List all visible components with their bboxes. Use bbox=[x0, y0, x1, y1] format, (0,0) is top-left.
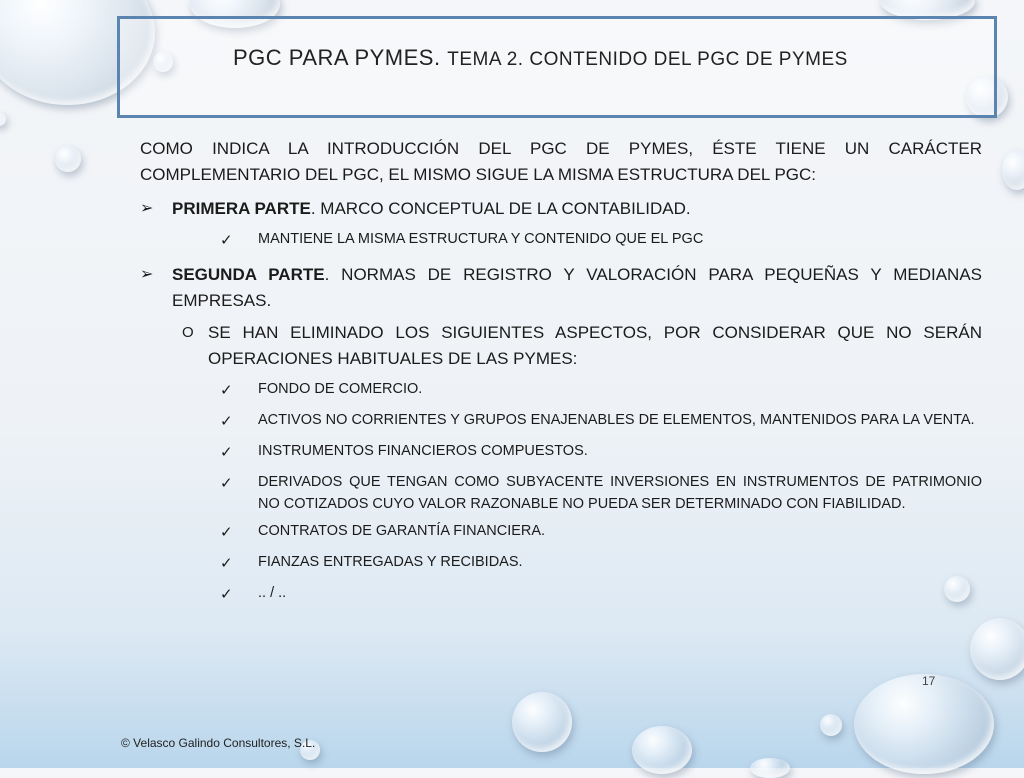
check-bullet-icon: ✓ bbox=[220, 232, 233, 249]
part1-subitem-text: MANTIENE LA MISMA ESTRUCTURA Y CONTENIDO QUE EL PGC bbox=[258, 231, 704, 247]
part2-item bbox=[140, 262, 982, 314]
list-item bbox=[140, 582, 982, 608]
list-item-text: ACTIVOS NO CORRIENTES Y GRUPOS ENAJENABLES DE ELEMENTOS, MANTENIDOS PARA LA VENTA. bbox=[258, 412, 975, 428]
list-item bbox=[140, 471, 982, 515]
check-bullet-icon: ✓ bbox=[220, 413, 233, 430]
part1-description: . MARCO CONCEPTUAL DE LA CONTABILIDAD. bbox=[310, 199, 691, 218]
part2-text bbox=[172, 262, 982, 314]
part1-title: PRIMERA PARTE bbox=[172, 199, 311, 218]
part2-subitem-text: SE HAN ELIMINADO LOS SIGUIENTES ASPECTOS, POR CONSIDERAR QUE NO SERÁN OPERACIONES HABITUALES DE LAS PYMES: bbox=[208, 323, 982, 368]
slide-title bbox=[233, 45, 848, 71]
list-item-text: DERIVADOS QUE TENGAN COMO SUBYACENTE INVERSIONES EN INSTRUMENTOS DE PATRIMONIO NO COTIZADOS CUYO VALOR RAZONABLE NO PUEDA SER DETERMINADO CON FIABILIDAD. bbox=[258, 474, 982, 512]
page-number: 17 bbox=[922, 674, 936, 688]
list-item bbox=[140, 440, 982, 466]
part2-subitem bbox=[140, 320, 982, 372]
list-item bbox=[140, 551, 982, 577]
part1-text bbox=[172, 196, 982, 222]
list-item-text: .. / .. bbox=[258, 585, 287, 601]
water-drop-decoration bbox=[632, 726, 692, 774]
list-item-text: INSTRUMENTOS FINANCIEROS COMPUESTOS. bbox=[258, 443, 588, 459]
title-main: PGC PARA PYMES. bbox=[233, 45, 441, 70]
water-drop-decoration bbox=[55, 146, 81, 172]
title-sub: TEMA 2. CONTENIDO DEL PGC DE PYMES bbox=[447, 49, 848, 70]
list-item bbox=[140, 378, 982, 404]
title-frame bbox=[117, 16, 997, 118]
check-bullet-icon: ✓ bbox=[220, 586, 233, 603]
check-bullet-icon: ✓ bbox=[220, 475, 233, 492]
water-drop-decoration bbox=[820, 714, 842, 736]
list-item bbox=[140, 520, 982, 546]
check-bullet-icon: ✓ bbox=[220, 444, 233, 461]
water-drop-decoration bbox=[512, 692, 572, 752]
water-drop-decoration bbox=[750, 758, 790, 778]
arrow-bullet-icon: ➢ bbox=[140, 266, 154, 283]
water-drop-decoration bbox=[0, 112, 6, 126]
circle-bullet-icon: O bbox=[182, 324, 194, 341]
check-bullet-icon: ✓ bbox=[220, 382, 233, 399]
list-item-text: FIANZAS ENTREGADAS Y RECIBIDAS. bbox=[258, 554, 523, 570]
list-item-text: CONTRATOS DE GARANTÍA FINANCIERA. bbox=[258, 523, 546, 539]
intro-paragraph: COMO INDICA LA INTRODUCCIÓN DEL PGC DE PYMES, ÉSTE TIENE UN CARÁCTER COMPLEMENTARIO DEL PGC, EL MISMO SIGUE LA MISMA ESTRUCTURA DEL PGC: bbox=[140, 139, 982, 184]
check-bullet-icon: ✓ bbox=[220, 555, 233, 572]
slide-body bbox=[140, 136, 982, 613]
part1-item bbox=[140, 196, 982, 222]
list-item bbox=[140, 409, 982, 435]
check-bullet-icon: ✓ bbox=[220, 524, 233, 541]
water-drop-decoration bbox=[854, 674, 994, 774]
part2-title: SEGUNDA PARTE bbox=[172, 265, 325, 284]
water-drop-decoration bbox=[1002, 150, 1024, 190]
footer-copyright: © Velasco Galindo Consultores, S.L. bbox=[121, 736, 316, 750]
water-drop-decoration bbox=[970, 618, 1024, 680]
part2-description: . NORMAS DE REGISTRO Y VALORACIÓN PARA PEQUEÑAS Y MEDIANAS EMPRESAS. bbox=[172, 265, 982, 310]
list-item-text: FONDO DE COMERCIO. bbox=[258, 381, 423, 397]
part1-subitem bbox=[140, 228, 982, 254]
arrow-bullet-icon: ➢ bbox=[140, 200, 154, 217]
